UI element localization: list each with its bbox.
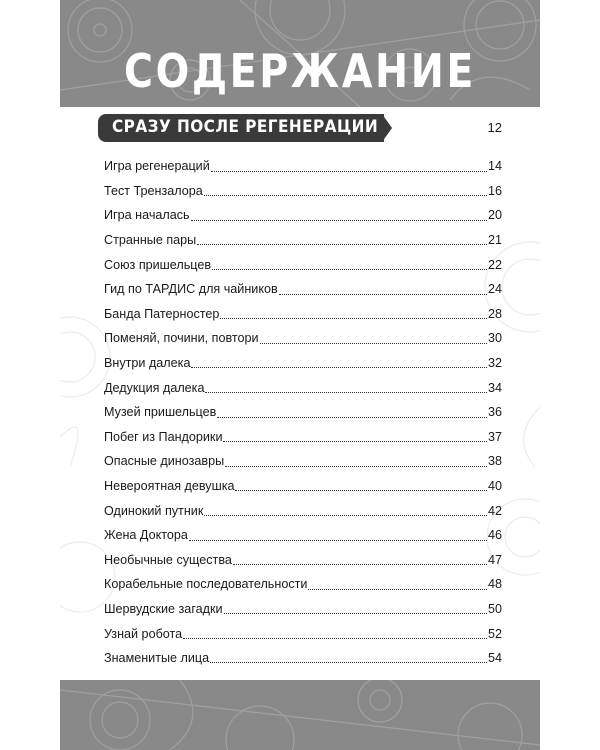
toc-entry-page: 30 xyxy=(487,331,502,346)
toc-entry xyxy=(104,375,502,400)
toc-entry-title: Странные пары xyxy=(104,233,197,248)
dot-leader xyxy=(211,171,487,172)
toc-entry-title: Опасные динозавры xyxy=(104,454,225,469)
toc-entry xyxy=(104,425,502,450)
toc-entry xyxy=(104,228,502,253)
toc-entry-page: 28 xyxy=(487,306,502,321)
dot-leader xyxy=(233,564,487,565)
toc-entry-title: Банда Патерностер xyxy=(104,306,220,321)
toc-entry-page: 40 xyxy=(487,479,502,494)
toc-entry-title: Игра началась xyxy=(104,208,190,223)
toc-entry-title: Невероятная девушка xyxy=(104,479,235,494)
toc-entry xyxy=(104,597,502,622)
dot-leader xyxy=(205,392,487,393)
toc-entry-title: Поменяй, почини, повтори xyxy=(104,331,259,346)
dot-leader xyxy=(197,244,487,245)
toc-entry-title: Гид по ТАРДИС для чайников xyxy=(104,282,278,297)
footer-band xyxy=(60,680,540,750)
toc-entry xyxy=(104,548,502,573)
toc-entry xyxy=(104,154,502,179)
dot-leader xyxy=(220,318,487,319)
dot-leader xyxy=(260,343,487,344)
toc-entry xyxy=(104,646,502,671)
toc-entry xyxy=(104,203,502,228)
section-page-number: 12 xyxy=(487,120,502,135)
page-title: СОДЕРЖАНИЕ xyxy=(123,44,477,98)
toc-entry-page: 46 xyxy=(487,528,502,543)
toc-entry xyxy=(104,449,502,474)
toc-entry-title: Дедукция далека xyxy=(104,380,205,395)
dot-leader xyxy=(235,490,487,491)
toc-entry-page: 38 xyxy=(487,454,502,469)
toc-entry-page: 47 xyxy=(487,552,502,567)
toc-entry xyxy=(104,351,502,376)
dot-leader xyxy=(204,195,487,196)
toc-entry xyxy=(104,179,502,204)
dot-leader xyxy=(210,662,487,663)
toc-entry xyxy=(104,400,502,425)
toc-entry-page: 52 xyxy=(487,626,502,641)
toc-entry-title: Узнай робота xyxy=(104,626,183,641)
toc-entry xyxy=(104,621,502,646)
section-banner-arrow xyxy=(382,114,392,142)
toc-entry-title: Тест Трензалора xyxy=(104,183,203,198)
dot-leader xyxy=(204,515,487,516)
dot-leader xyxy=(217,417,487,418)
toc-entry-page: 21 xyxy=(487,233,502,248)
dot-leader xyxy=(191,220,487,221)
dot-leader xyxy=(308,589,487,590)
toc-entry xyxy=(104,277,502,302)
toc-entry-page: 22 xyxy=(487,257,502,272)
toc-entry-page: 37 xyxy=(487,429,502,444)
toc-entry-title: Союз пришельцев xyxy=(104,257,212,272)
section-header xyxy=(98,114,500,144)
toc-entry-title: Одинокий путник xyxy=(104,503,204,518)
toc-entry-title: Музей пришельцев xyxy=(104,405,217,420)
toc-entry xyxy=(104,302,502,327)
toc-entry xyxy=(104,474,502,499)
dot-leader xyxy=(223,441,487,442)
dot-leader xyxy=(183,638,487,639)
toc-entry-page: 32 xyxy=(487,356,502,371)
dot-leader xyxy=(224,613,487,614)
toc-entry xyxy=(104,252,502,277)
dot-leader xyxy=(279,294,487,295)
dot-leader xyxy=(189,540,487,541)
toc-entry-page: 34 xyxy=(487,380,502,395)
toc-entry xyxy=(104,572,502,597)
toc-entry-title: Корабельные последовательности xyxy=(104,577,308,592)
toc-entry-title: Необычные существа xyxy=(104,552,232,567)
toc-entry-title: Внутри далека xyxy=(104,356,191,371)
toc-entry-page: 24 xyxy=(487,282,502,297)
toc-entry-title: Побег из Пандорики xyxy=(104,429,223,444)
section-title: СРАЗУ ПОСЛЕ РЕГЕНЕРАЦИИ xyxy=(112,117,379,137)
toc-entry-page: 54 xyxy=(487,651,502,666)
toc-entry xyxy=(104,326,502,351)
toc-entry-page: 36 xyxy=(487,405,502,420)
toc-entry-page: 16 xyxy=(487,183,502,198)
table-of-contents xyxy=(104,154,502,670)
gear-pattern-decoration-bottom xyxy=(60,680,540,750)
toc-entry-title: Жена Доктора xyxy=(104,528,188,543)
dot-leader xyxy=(225,466,487,467)
toc-entry xyxy=(104,498,502,523)
dot-leader xyxy=(212,269,487,270)
toc-entry-page: 20 xyxy=(487,208,502,223)
toc-entry-title: Шервудские загадки xyxy=(104,601,223,616)
toc-entry-page: 14 xyxy=(487,159,502,174)
toc-entry-page: 48 xyxy=(487,577,502,592)
toc-entry-title: Знаменитые лица xyxy=(104,651,210,666)
toc-entry-title: Игра регенераций xyxy=(104,159,210,174)
dot-leader xyxy=(191,367,487,368)
toc-entry xyxy=(104,523,502,548)
toc-entry-page: 50 xyxy=(487,601,502,616)
toc-entry-page: 42 xyxy=(487,503,502,518)
